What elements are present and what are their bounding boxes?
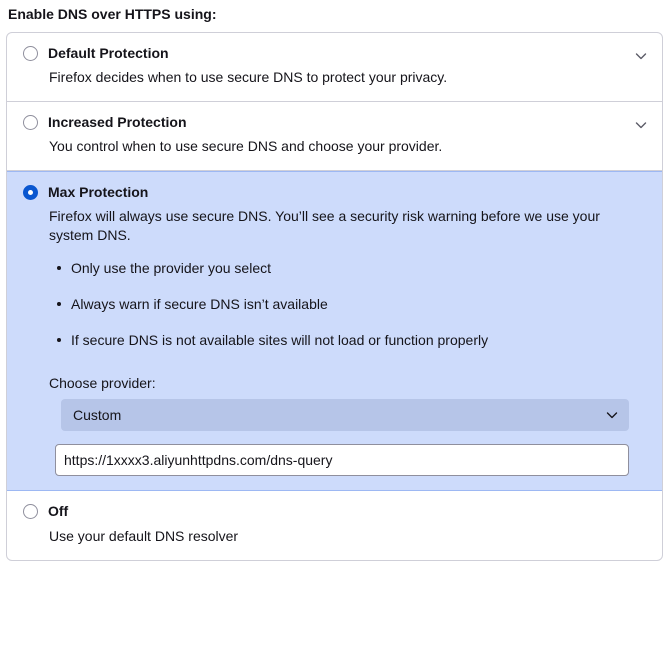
provider-select-value: Custom bbox=[73, 407, 122, 423]
dns-option-off-label: Off bbox=[48, 503, 69, 519]
dns-option-default-protection-header bbox=[23, 45, 646, 61]
radio-default-protection[interactable] bbox=[23, 46, 38, 61]
list-item: If secure DNS is not available sites will not load or function properly bbox=[49, 331, 646, 349]
list-item: Only use the provider you select bbox=[49, 259, 646, 277]
chevron-down-icon[interactable] bbox=[634, 118, 648, 132]
chevron-down-icon[interactable] bbox=[634, 49, 648, 63]
provider-label: Choose provider: bbox=[49, 375, 156, 391]
dns-option-default-protection-description: Firefox decides when to use secure DNS to protect your privacy. bbox=[49, 69, 448, 85]
dns-option-increased-protection[interactable] bbox=[7, 102, 662, 171]
dns-option-increased-protection-header bbox=[23, 114, 646, 130]
dns-option-max-protection-description: Firefox will always use secure DNS. You’ll see a security risk warning before we use your system DNS. bbox=[49, 208, 600, 243]
dns-option-default-protection-label: Default Protection bbox=[48, 45, 169, 61]
dns-option-off-header bbox=[23, 503, 646, 519]
dns-option-default-protection[interactable] bbox=[7, 33, 662, 102]
chevron-down-icon bbox=[605, 408, 619, 422]
radio-off[interactable] bbox=[23, 504, 38, 519]
max-protection-bullet-list bbox=[49, 259, 646, 349]
custom-provider-url-input[interactable] bbox=[55, 444, 629, 476]
provider-select[interactable] bbox=[61, 399, 629, 431]
radio-increased-protection[interactable] bbox=[23, 115, 38, 130]
dns-option-increased-protection-label: Increased Protection bbox=[48, 114, 187, 130]
list-item: Always warn if secure DNS isn’t available bbox=[49, 295, 646, 313]
dns-option-off[interactable] bbox=[7, 491, 662, 560]
dns-option-max-protection[interactable] bbox=[7, 171, 662, 491]
dns-option-max-protection-header bbox=[23, 184, 646, 200]
dns-protection-option-list bbox=[6, 32, 663, 561]
dns-option-off-description: Use your default DNS resolver bbox=[49, 528, 239, 544]
page-title: Enable DNS over HTTPS using: bbox=[8, 6, 217, 22]
radio-max-protection[interactable] bbox=[23, 185, 38, 200]
dns-option-increased-protection-description: You control when to use secure DNS and choose your provider. bbox=[49, 138, 443, 154]
provider-settings bbox=[49, 375, 646, 476]
dns-option-max-protection-label: Max Protection bbox=[48, 184, 149, 200]
